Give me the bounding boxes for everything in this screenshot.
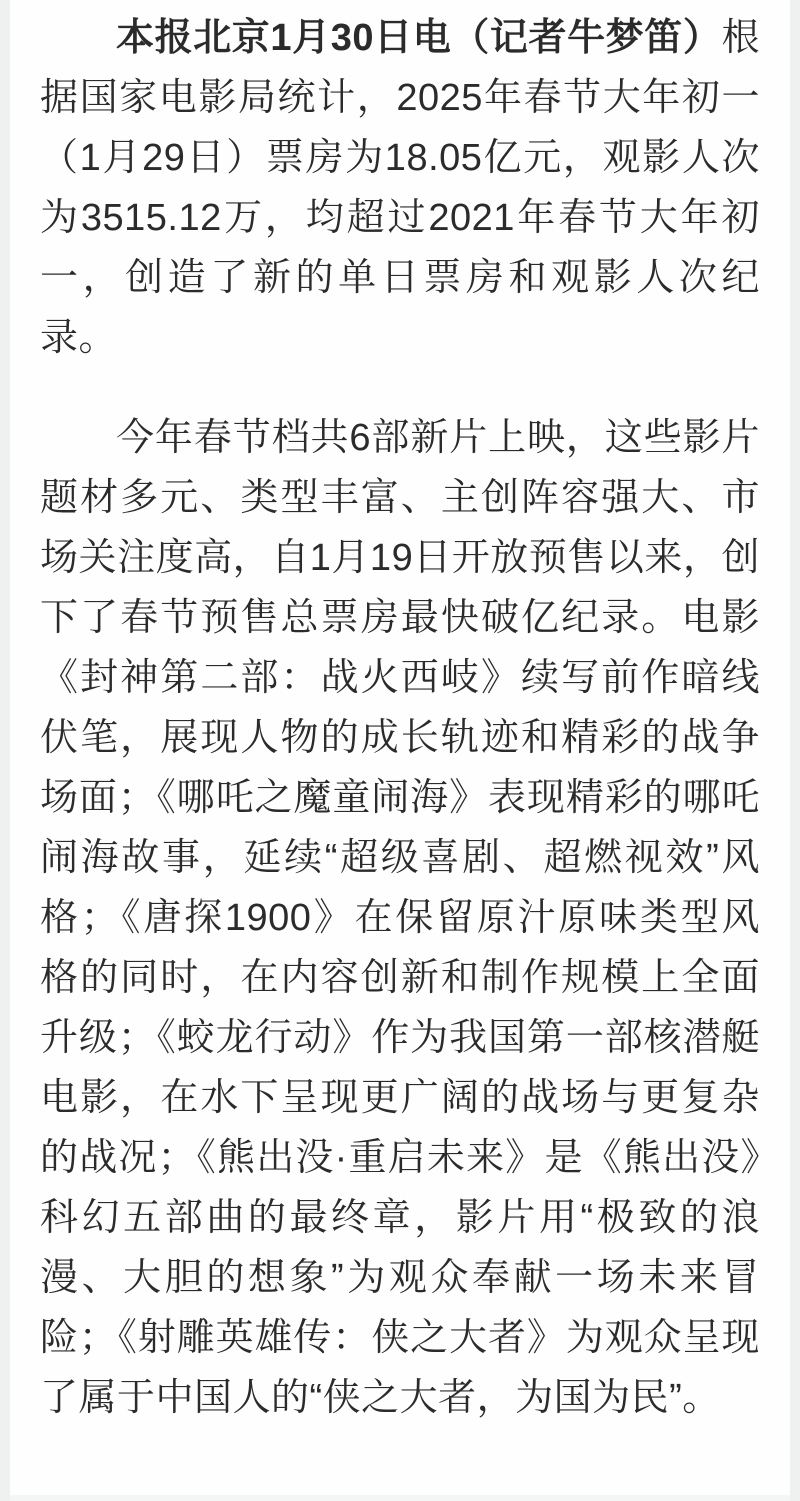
article-body	[40, 8, 760, 1428]
left-gutter	[0, 0, 10, 1501]
article-card	[10, 0, 790, 1495]
paragraph-1	[40, 8, 760, 368]
paragraph-1-dateline-lead: 本报北京1月30日电（记者牛梦笛）	[116, 17, 722, 59]
right-gutter	[790, 0, 800, 1501]
paragraph-1-text: 根据国家电影局统计，2025年春节大年初一（1月29日）票房为18.05亿元，观影人次为3515.12万，均超过2021年春节大年初一，创造了新的单日票房和观影人次纪录。	[40, 17, 760, 359]
paragraph-2	[40, 408, 760, 1428]
paragraph-2-text: 今年春节档共6部新片上映，这些影片题材多元、类型丰富、主创阵容强大、市场关注度高，自1月19日开放预售以来，创下了春节预售总票房最快破亿纪录。电影《封神第二部：战火西岐》续写前作暗线伏笔，展现人物的成长轨迹和精彩的战争场面；《哪吒之魔童闹海》表现精彩的哪吒闹海故事，延续“超级喜剧、超燃视效”风格；《唐探1900》在保留原汁原味类型风格的同时，在内容创新和制作规模上全面升级；《蛟龙行动》作为我国第一部核潜艇电影，在水下呈现更广阔的战场与更复杂的战况；《熊出没·重启未来》是《熊出没》科幻五部曲的最终章，影片用“极致的浪漫、大胆的想象”为观众奉献一场未来冒险；《射雕英雄传：侠之大者》为观众呈现了属于中国人的“侠之大者，为国为民”。	[40, 417, 760, 1419]
bottom-edge-divider	[10, 1495, 790, 1501]
